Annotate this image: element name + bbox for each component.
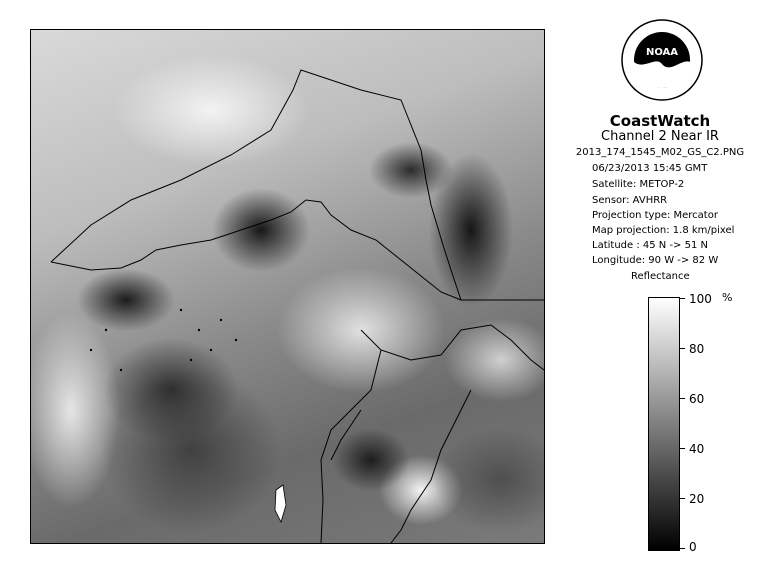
colorbar-tick [679,398,685,399]
colorbar-tick [679,298,685,299]
colorbar-title: Reflectance [631,271,690,282]
colorbar-tick [679,348,685,349]
colorbar-tick-label: 60 [689,392,705,406]
colorbar-tick [679,448,685,449]
coastline-overlay [31,30,544,543]
longitude-label: Longitude: 90 W -> 82 W [592,255,719,266]
lake-winnebago-shape [275,485,286,522]
colorbar-tick-label: 80 [689,342,705,356]
colorbar-tick-label: 20 [689,492,705,506]
lake-superior-shoreline [51,70,544,300]
lake-michigan-east-shore [381,325,544,370]
colorbar-tick-label: 100 [689,292,712,306]
latitude-label: Latitude : 45 N -> 51 N [592,240,708,251]
lake-huron-shore [391,390,471,543]
colorbar-tick-label: 0 [689,540,697,554]
app-title: CoastWatch [609,112,711,130]
colorbar-tick [679,498,685,499]
datetime-label: 06/23/2013 15:45 GMT [592,163,708,174]
lake-superior-south-shore [51,200,461,300]
colorbar-tick [679,548,685,549]
satellite-label: Satellite: METOP-2 [592,179,685,190]
projection-type-label: Projection type: Mercator [592,210,718,221]
map-projection-label: Map projection: 1.8 km/pixel [592,225,735,236]
reflectance-colorbar [648,297,680,551]
noaa-logo-text: NOAA [645,47,679,58]
green-bay-shore [331,410,361,460]
channel-label: Channel 2 Near IR [601,129,719,144]
satellite-image-map [30,29,545,544]
lake-michigan-shoreline [321,330,381,543]
sensor-label: Sensor: AVHRR [592,195,668,206]
filename-label: 2013_174_1545_M02_GS_C2.PNG [575,147,745,158]
colorbar-unit: % [722,291,733,304]
noaa-logo [620,18,704,102]
colorbar-tick-label: 40 [689,442,705,456]
